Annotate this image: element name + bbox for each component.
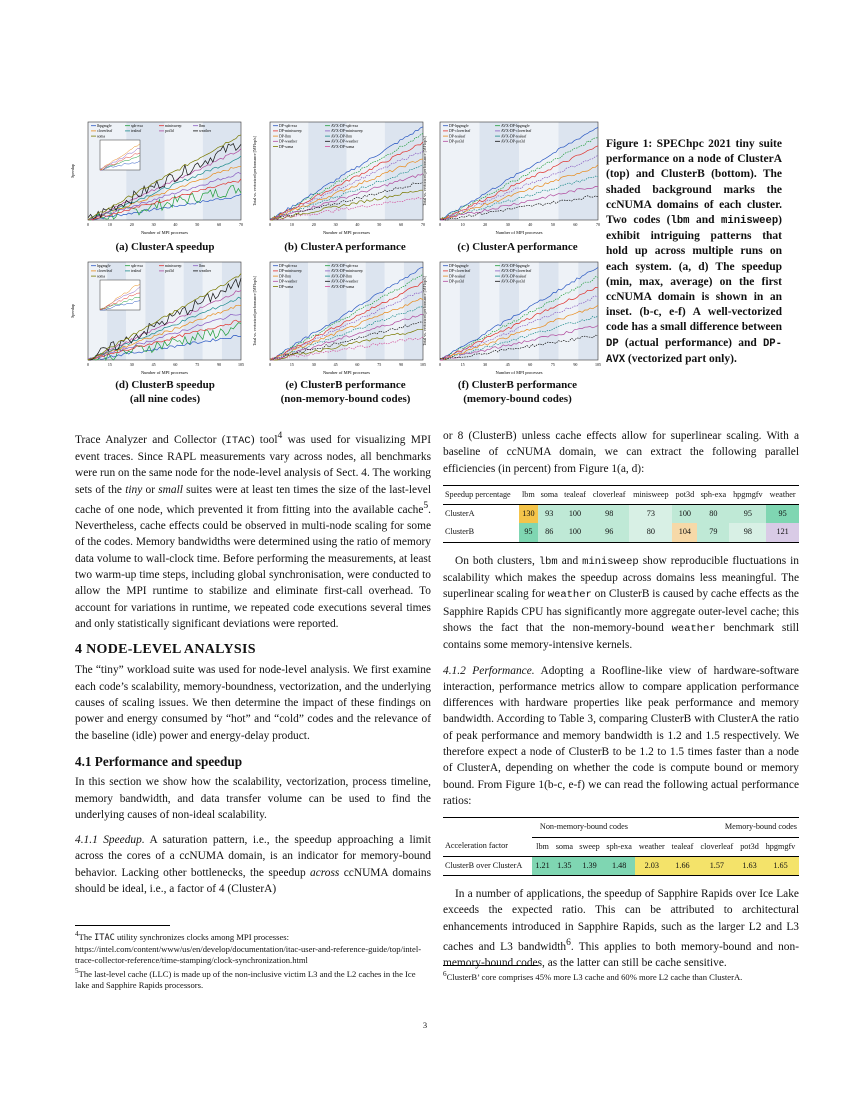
x-tick-label: 90: [399, 362, 404, 367]
table-cell: 2.03: [635, 856, 668, 875]
legend-entry: sph-exa: [131, 264, 143, 268]
subcaption-f: (f) ClusterB performance (memory-bound codes): [457, 379, 578, 405]
x-tick-label: 105: [595, 362, 601, 367]
legend-entry: AVX-DP-cloverleaf: [501, 269, 532, 274]
x-tick-label: 10: [289, 222, 294, 227]
table-header-cell: pot3d: [672, 485, 697, 504]
legend-entry: pot3d: [165, 129, 174, 134]
legend-entry: weather: [199, 129, 212, 134]
table-row: [443, 856, 799, 875]
x-tick-label: 30: [505, 222, 510, 227]
table-header-cell: weather: [635, 837, 668, 856]
table-cell: [443, 818, 532, 837]
table-cell: 1.63: [737, 856, 762, 875]
x-tick-label: 45: [333, 362, 338, 367]
x-tick-label: 75: [195, 362, 200, 367]
numa-domain-shade: [559, 122, 599, 220]
footnotes-right: [443, 965, 799, 983]
x-tick-label: 20: [129, 222, 134, 227]
legend-entry: DP-lbm: [279, 274, 292, 279]
table-cell: 93: [538, 505, 561, 524]
legend-entry: DP-cloverleaf: [449, 269, 471, 274]
paragraph: Trace Analyzer and Collector (ITAC) tool$^4$ was used for visualizing MPI event traces. Since RAPL measurements vary across nodes, all benchmarks were run on the same node for the node-level analysis of Sect. 4. The working sets of the tiny or small suites were at least ten times the size of the last-level cache of one node, which prevented it from fitting into the available cache$^5$. Nevertheless, cache effects could be observed in multi-node scaling for some of the codes. Memory bandwidths were determined using the ratio of memory data volume to wall-clock time. Before performing the measurements, at least two warm-up time steps, including global synchronisation, were conducted to allow the MPI runtime to stabilize and eliminate first-call overhead. To account for variations in runtime, we repeated code executions several times and only statistically significant deviations were reported.: [75, 431, 431, 630]
table-header-cell: minisweep: [629, 485, 672, 504]
legend-entry: DP-sph-exa: [279, 124, 297, 128]
legend-entry: AVX-DP-tealeaf: [501, 134, 527, 139]
table-cell: 1.48: [603, 856, 635, 875]
legend-entry: sph-exa: [131, 124, 143, 128]
legend-entry: AVX-DP-pot3d: [501, 279, 525, 284]
table-cell: 98: [589, 505, 629, 524]
legend-entry: minisweep: [165, 264, 182, 268]
x-tick-label: 45: [505, 362, 510, 367]
figure-panel-c: [422, 118, 602, 236]
x-tick-label: 15: [460, 362, 465, 367]
numa-domain-shade: [203, 262, 222, 360]
x-tick-label: 20: [311, 222, 316, 227]
numa-domain-shade: [347, 122, 385, 220]
x-tick-label: 10: [460, 222, 465, 227]
legend-entry: AVX-DP-tealeaf: [501, 274, 527, 279]
table-group-header: Non-memory-bound codes: [532, 818, 635, 837]
footnote: $^5$The last-level cache (LLC) is made up of the non-inclusive victim L3 and the L2 caches in the Ice lake and Sapphire Rapids processors.: [75, 966, 416, 990]
legend-entry: tealeaf: [131, 129, 142, 134]
y-axis-label: Speedup: [70, 164, 75, 178]
table-header-cell: cloverleaf: [589, 485, 629, 504]
legend-entry: AVX-DP-soma: [331, 284, 355, 289]
numa-domain-shade: [366, 262, 385, 360]
legend-entry: AVX-DP-weather: [331, 139, 359, 144]
legend-entry: DP-weather: [279, 139, 298, 144]
table-cell: 95: [729, 505, 766, 524]
x-tick-label: 0: [87, 222, 89, 227]
x-tick-label: 60: [399, 222, 404, 227]
legend-entry: DP-weather: [279, 279, 298, 284]
figure-panel-f: [422, 258, 602, 376]
table-cell: 1.21: [532, 856, 552, 875]
numa-domain-shade: [539, 262, 559, 360]
y-axis-label: Total vs. vectorized performance [MFlop/s]: [422, 276, 427, 346]
table-cell: 104: [672, 523, 697, 542]
x-tick-label: 50: [377, 222, 382, 227]
table-cell: 1.35: [553, 856, 576, 875]
table-cell: 96: [589, 523, 629, 542]
left-column: [75, 428, 431, 897]
table-cell: 130: [519, 505, 537, 524]
x-tick-label: 10: [107, 222, 112, 227]
paragraph: 4.1.2 Performance. Adopting a Roofline-like view of hardware-software interaction, performance metrics allow to compare application performance differences with hardware properties like peak performance and memory bandwidth. According to Table 3, comparing ClusterB with ClusterA the ratio of peak performance and memory bandwidth is 1.2 and 1.5 respectively. We therefore expect a node of ClusterB to be 1.2 to 1.5 times faster than a node of ClusterA, depending on whether the code is compute bound or memory bound. From Figure 1(b-c, e-f) we can read the following actual performance ratios:: [443, 664, 799, 807]
table-cell: 1.57: [697, 856, 737, 875]
legend-entry: DP-minisweep: [279, 269, 302, 274]
y-axis-label: Total vs. vectorized performance [MFlop/s]: [422, 136, 427, 206]
legend-entry: pot3d: [165, 269, 174, 274]
x-tick-label: 60: [217, 222, 222, 227]
table-header-cell: sph-exa: [603, 837, 635, 856]
y-axis-label: Speedup: [70, 304, 75, 318]
legend-entry: soma: [97, 274, 106, 279]
x-tick-label: 50: [195, 222, 200, 227]
legend-entry: AVX-DP-sph-exa: [331, 264, 358, 268]
paragraph: or 8 (ClusterB) unless cache effects allow for superlinear scaling. With a baseline of ccNUMA domain, we can extract the following parallel efficiencies (in percent) from Figure 1(a, d):: [443, 430, 799, 475]
x-tick-label: 40: [528, 222, 533, 227]
y-axis-label: Total vs. vectorized performance [MFlop/s]: [252, 276, 257, 346]
footnotes-left: [75, 925, 431, 991]
table-header-cell: soma: [538, 485, 561, 504]
x-axis-label: Number of MPI processes: [495, 370, 543, 375]
section-heading: 4 NODE-LEVEL ANALYSIS: [75, 642, 256, 658]
subcaption-c: (c) ClusterA performance: [457, 241, 578, 253]
table-header-cell: hpgmgfv: [762, 837, 799, 856]
legend-entry: AVX-DP-lbm: [331, 134, 353, 139]
subcaption-a: (a) ClusterA speedup: [115, 241, 215, 253]
paragraph: In a number of applications, the speedup of Sapphire Rapids over Ice Lake exceeds the expected ratio. This can be attributed to architectural enhancements introduced in Sapphire Rapids, such as the larger L2 and L3 caches and L3 bandwidth$^6$. This applies to both memory-bound and non-memory-bound codes, as the latter can still be cache sensitive.: [443, 888, 799, 970]
x-tick-label: 30: [151, 222, 156, 227]
legend-entry: DP-hpgmgfv: [449, 264, 469, 268]
table-header-cell: Speedup percentage: [443, 485, 519, 504]
table-cell: 86: [538, 523, 561, 542]
table-cell: ClusterB over ClusterA: [443, 856, 532, 875]
x-tick-label: 60: [355, 362, 360, 367]
paragraph: The “tiny” workload suite was used for node-level analysis. We first examine each code’s scalability, memory-boundness, vectorization, and the underlying causes of scaling issues. We then determine the impact of these findings on power and energy consumed by “hot” and “cold” codes and the relevance of the baseline (idle) power and energy-delay product.: [75, 664, 431, 742]
table-header-cell: sph-exa: [697, 485, 729, 504]
x-tick-label: 15: [289, 362, 294, 367]
subcaption-b: (b) ClusterA performance: [284, 241, 406, 253]
legend-entry: AVX-DP-minisweep: [331, 269, 363, 274]
legend-entry: cloverleaf: [97, 129, 113, 134]
table-header-cell: soma: [553, 837, 576, 856]
legend-entry: AVX-DP-hpgmgfv: [501, 124, 530, 128]
subcaption-e: (e) ClusterB performance (non-memory-bound codes): [280, 379, 411, 405]
legend-entry: weather: [199, 269, 212, 274]
x-tick-label: 30: [129, 362, 134, 367]
table-group-header: Memory-bound codes: [635, 818, 799, 837]
table-header-cell: lbm: [532, 837, 552, 856]
table-header-cell: hpgmgfv: [729, 485, 766, 504]
x-tick-label: 90: [573, 362, 578, 367]
x-axis-label: Number of MPI processes: [322, 230, 371, 235]
legend-entry: DP-soma: [279, 284, 294, 289]
x-axis-label: Number of MPI processes: [140, 370, 189, 375]
legend-entry: lbm: [199, 124, 205, 128]
x-axis-label: Number of MPI processes: [140, 230, 189, 235]
x-axis-label: Number of MPI processes: [322, 370, 371, 375]
legend-entry: DP-lbm: [279, 134, 292, 139]
table-cell: 95: [519, 523, 537, 542]
legend-entry: tealeaf: [131, 269, 142, 274]
x-tick-label: 30: [311, 362, 316, 367]
legend-entry: hpgmgfv: [97, 264, 111, 268]
legend-entry: AVX-DP-minisweep: [331, 129, 363, 134]
x-axis-label: Number of MPI processes: [495, 230, 543, 235]
x-tick-label: 105: [420, 362, 426, 367]
table-header-cell: tealeaf: [561, 485, 589, 504]
table-header-cell: Acceleration factor: [443, 837, 532, 856]
subsection-heading: 4.1 Performance and speedup: [75, 753, 243, 769]
x-tick-label: 105: [238, 362, 244, 367]
paragraph: On both clusters, lbm and minisweep show reproducible fluctuations in scalability which makes the speedup across domains less meaningful. The superlinear scaling for weather on ClusterB is caused by cache effects as the Sapphire Rapids CPU has significantly more aggregate outer-level cache; this shows the fact that the non-memory-bound weather benchmark still contains some memory-intensive kernels.: [443, 554, 799, 652]
legend-entry: DP-cloverleaf: [449, 129, 471, 134]
x-tick-label: 90: [217, 362, 222, 367]
paragraph: In this section we show how the scalability, vectorization, process timeline, memory bandwidth, and data transfer volume can be used to find the underlying causes of non-ideal scalability.: [75, 776, 431, 821]
table-header-cell: weather: [766, 485, 799, 504]
x-tick-label: 30: [483, 362, 488, 367]
table-header-cell: cloverleaf: [697, 837, 737, 856]
legend-entry: lbpgmgfv: [97, 124, 112, 128]
legend-entry: DP-minisweep: [279, 129, 302, 134]
subcaption-d: (d) ClusterB speedup (all nine codes): [115, 379, 215, 405]
x-tick-label: 60: [573, 222, 578, 227]
table-header-cell: sweep: [576, 837, 603, 856]
table-cell: 79: [697, 523, 729, 542]
table-cell: 121: [766, 523, 799, 542]
x-tick-label: 20: [483, 222, 488, 227]
legend-entry: AVX-DP-soma: [331, 144, 355, 149]
table-cell: 80: [697, 505, 729, 524]
x-tick-label: 40: [173, 222, 178, 227]
table-cell: 98: [729, 523, 766, 542]
x-tick-label: 0: [87, 362, 89, 367]
legend-entry: AVX-DP-sph-exa: [331, 124, 358, 128]
x-tick-label: 70: [421, 222, 425, 227]
table-cell: 1.66: [668, 856, 696, 875]
table-cell: 73: [629, 505, 672, 524]
x-tick-label: 75: [550, 362, 555, 367]
figure-panel-d: [70, 258, 245, 376]
y-axis-label: Total vs. vectorized performance [MFlop/s]: [252, 136, 257, 206]
paragraph: 4.1.1 Speedup. A saturation pattern, i.e., the speedup approaching a limit across the cores of a ccNUMA domain, is an indicator for memory-bound behavior. Lacking other bottlenecks, the speedup across ccNUMA domains should be ideal, i.e., a factor of 4 (ClusterA): [75, 834, 432, 896]
figure-panel-b: [252, 118, 427, 236]
x-tick-label: 50: [550, 222, 555, 227]
x-tick-label: 70: [239, 222, 243, 227]
table-cell: 80: [629, 523, 672, 542]
figure-caption: Figure 1: SPEChpc 2021 tiny suite performance on a node of ClusterA (top) and ClusterB (bottom). The shaded background marks the ccNUMA domains of each cluster. Two codes (lbm and minisweep) exhibit intriguing patterns that hold up across multiple runs on each system. (a, d) The speedup (min, max, average) on the first ccNUMA domain is shown in an inset. (b-c, e-f) A well-vectorized code has a small difference between DP (actual performance) and DP-AVX (vectorized part only).: [606, 138, 783, 366]
x-tick-label: 0: [439, 222, 441, 227]
legend-entry: soma: [97, 134, 106, 139]
x-tick-label: 0: [269, 222, 271, 227]
legend-entry: AVX-DP-lbm: [331, 274, 353, 279]
table-cell: ClusterB: [443, 523, 519, 542]
x-tick-label: 0: [439, 362, 441, 367]
table-row: [443, 523, 799, 542]
figure-panel-e: [252, 258, 427, 376]
numa-domain-shade: [385, 262, 404, 360]
page-number: 3: [422, 1020, 428, 1030]
legend-entry: DP-pot3d: [449, 139, 464, 144]
legend-entry: minisweep: [165, 124, 182, 128]
table-cell: 100: [561, 505, 589, 524]
numa-domain-shade: [145, 262, 164, 360]
numa-domain-shade: [126, 122, 164, 220]
efficiency-table: [443, 485, 799, 543]
legend-entry: DP-pot3d: [449, 279, 464, 284]
legend-entry: DP-hpgmgfv: [449, 124, 469, 128]
legend-entry: AVX-DP-pot3d: [501, 139, 525, 144]
legend-entry: DP-sph-exa: [279, 264, 297, 268]
table-cell: ClusterA: [445, 509, 475, 519]
table-header-cell: lbm: [519, 485, 537, 504]
legend-entry: AVX-DP-hpgmgfv: [501, 264, 530, 268]
legend-entry: cloverleaf: [97, 269, 113, 274]
legend-entry: DP-tealeaf: [449, 274, 466, 279]
acceleration-table: [443, 817, 799, 876]
x-tick-label: 0: [269, 362, 271, 367]
numa-domain-shade: [559, 262, 579, 360]
x-tick-label: 40: [355, 222, 360, 227]
legend-entry: AVX-DP-cloverleaf: [501, 129, 532, 134]
table-cell: 1.65: [762, 856, 799, 875]
x-tick-label: 70: [596, 222, 600, 227]
legend-entry: AVX-DP-weather: [331, 279, 359, 284]
legend-entry: DP-soma: [279, 144, 294, 149]
right-column: [443, 428, 799, 971]
table-cell: 100: [561, 523, 589, 542]
table-row: [443, 505, 799, 524]
table-cell: 100: [672, 505, 697, 524]
table-cell: 95: [766, 505, 799, 524]
footnote: $^4$The ITAC utility synchronizes clocks among MPI processes: https://intel.com/content/www/us/en/develop/documentation/itac-user-and-reference-guide/top/intel-trace-collector-reference/time-stamping/clock-synchronization.html: [75, 930, 422, 965]
x-tick-label: 15: [107, 362, 112, 367]
x-tick-label: 60: [528, 362, 533, 367]
table-header-cell: tealeaf: [668, 837, 696, 856]
table-cell: 1.39: [576, 856, 603, 875]
legend-entry: DP-tealeaf: [449, 134, 466, 139]
x-tick-label: 45: [151, 362, 156, 367]
x-tick-label: 30: [333, 222, 338, 227]
footnote: $^6$ClusterB’ core comprises 45% more L3 cache and 60% more L2 cache than ClusterA.: [443, 970, 743, 982]
x-tick-label: 75: [377, 362, 382, 367]
x-tick-label: 60: [173, 362, 178, 367]
table-header-cell: pot3d: [737, 837, 762, 856]
legend-entry: lbm: [199, 264, 205, 268]
figure-panel-a: [70, 118, 245, 236]
